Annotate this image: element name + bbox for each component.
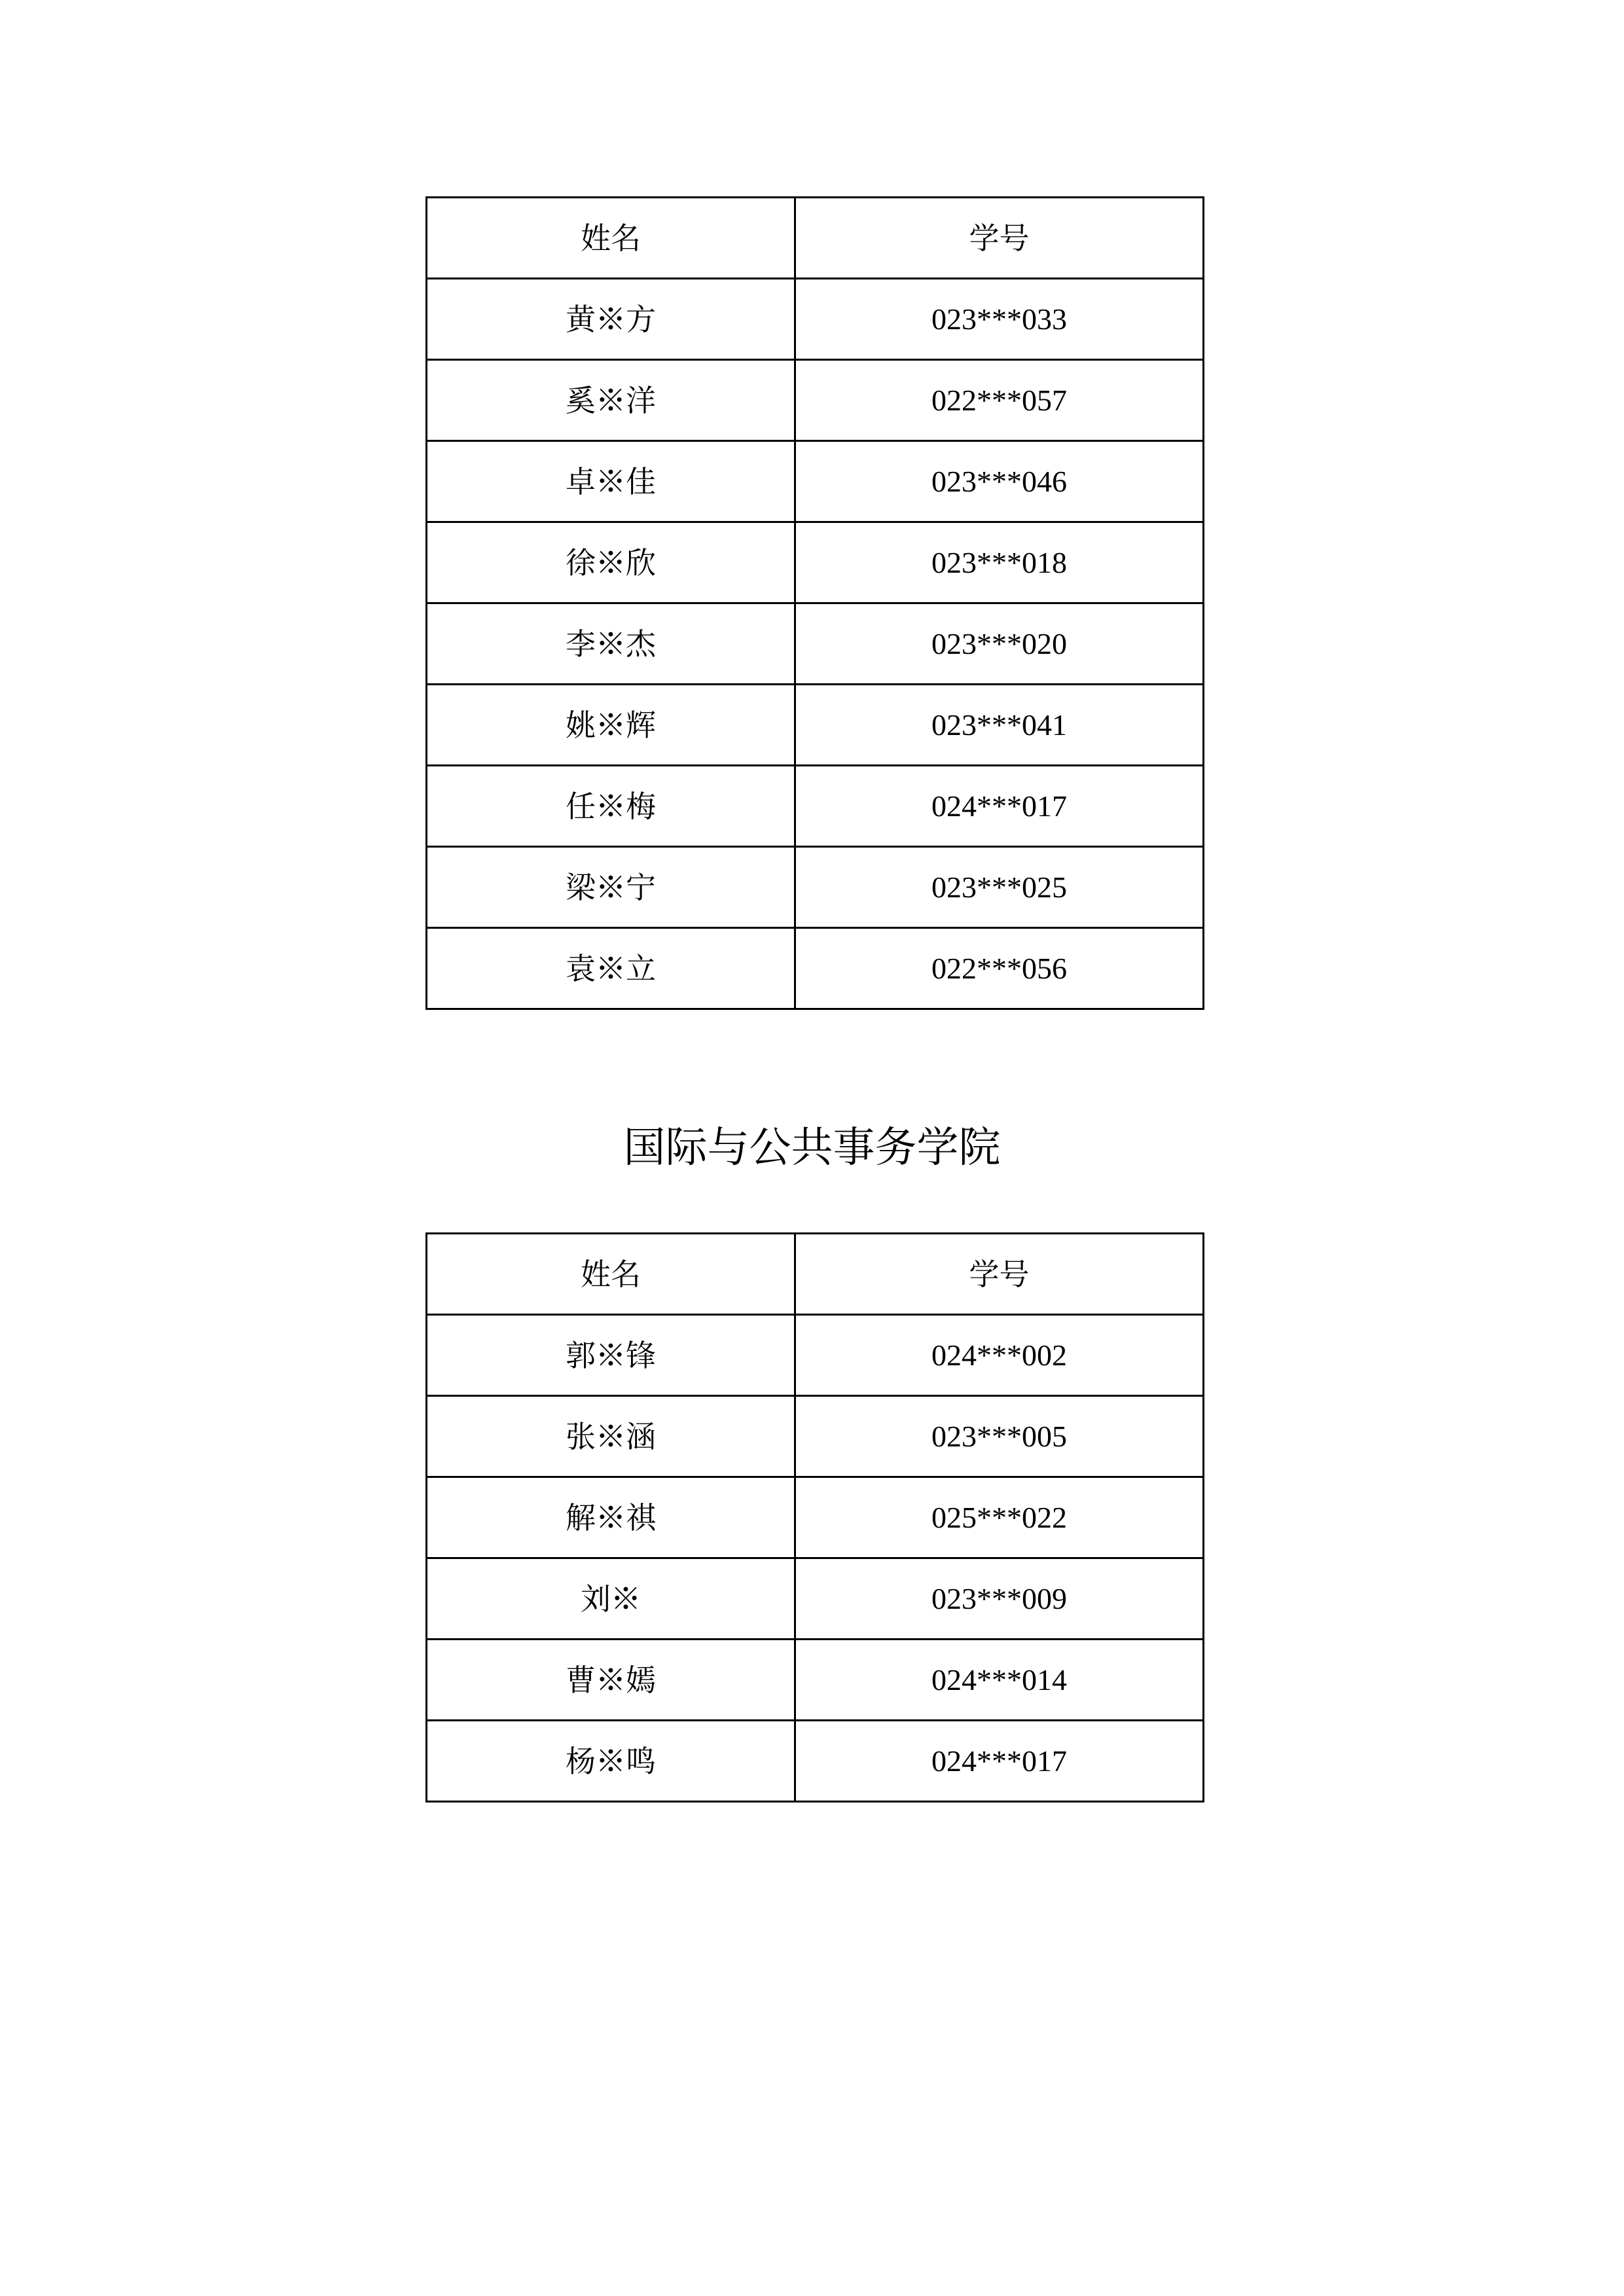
header-name: 姓名 [427, 1234, 795, 1315]
student-name: 梁※宁 [427, 847, 795, 928]
table-row [427, 1315, 1204, 1396]
table-row [427, 928, 1204, 1009]
table-row [427, 766, 1204, 847]
student-id: 023***046 [795, 441, 1204, 522]
student-name: 张※涵 [427, 1396, 795, 1477]
student-id: 022***057 [795, 360, 1204, 441]
table-row [427, 847, 1204, 928]
student-id: 024***017 [795, 766, 1204, 847]
student-name: 李※杰 [427, 603, 795, 685]
student-name: 解※祺 [427, 1477, 795, 1558]
table-row [427, 1721, 1204, 1802]
table-row [427, 360, 1204, 441]
student-table-2-body [427, 1234, 1204, 1802]
student-id: 022***056 [795, 928, 1204, 1009]
student-name: 杨※鸣 [427, 1721, 795, 1802]
table-row [427, 441, 1204, 522]
header-name: 姓名 [427, 198, 795, 279]
student-id: 024***017 [795, 1721, 1204, 1802]
header-student-id: 学号 [795, 198, 1204, 279]
student-id: 025***022 [795, 1477, 1204, 1558]
table-row [427, 1558, 1204, 1640]
table-header-row [427, 1234, 1204, 1315]
student-name: 姚※辉 [427, 685, 795, 766]
student-id: 023***009 [795, 1558, 1204, 1640]
table-row [427, 522, 1204, 603]
student-table-1-body [427, 198, 1204, 1009]
student-id: 024***002 [795, 1315, 1204, 1396]
student-id: 024***014 [795, 1640, 1204, 1721]
table-row [427, 685, 1204, 766]
student-name: 任※梅 [427, 766, 795, 847]
student-name: 曹※嫣 [427, 1640, 795, 1721]
student-name: 刘※ [427, 1558, 795, 1640]
table-row [427, 279, 1204, 360]
student-name: 卓※佳 [427, 441, 795, 522]
student-name: 黄※方 [427, 279, 795, 360]
student-name: 袁※立 [427, 928, 795, 1009]
student-table-1 [425, 196, 1204, 1010]
student-id: 023***005 [795, 1396, 1204, 1477]
student-id: 023***033 [795, 279, 1204, 360]
table-header-row [427, 198, 1204, 279]
table-row [427, 1396, 1204, 1477]
student-name: 徐※欣 [427, 522, 795, 603]
student-id: 023***025 [795, 847, 1204, 928]
student-id: 023***018 [795, 522, 1204, 603]
section-title: 国际与公共事务学院 [623, 1124, 1001, 1172]
table-row [427, 1477, 1204, 1558]
student-name: 奚※洋 [427, 360, 795, 441]
student-name: 郭※锋 [427, 1315, 795, 1396]
table-row [427, 603, 1204, 685]
student-id: 023***041 [795, 685, 1204, 766]
table-row [427, 1640, 1204, 1721]
header-student-id: 学号 [795, 1234, 1204, 1315]
student-table-2 [425, 1232, 1204, 1803]
student-id: 023***020 [795, 603, 1204, 685]
